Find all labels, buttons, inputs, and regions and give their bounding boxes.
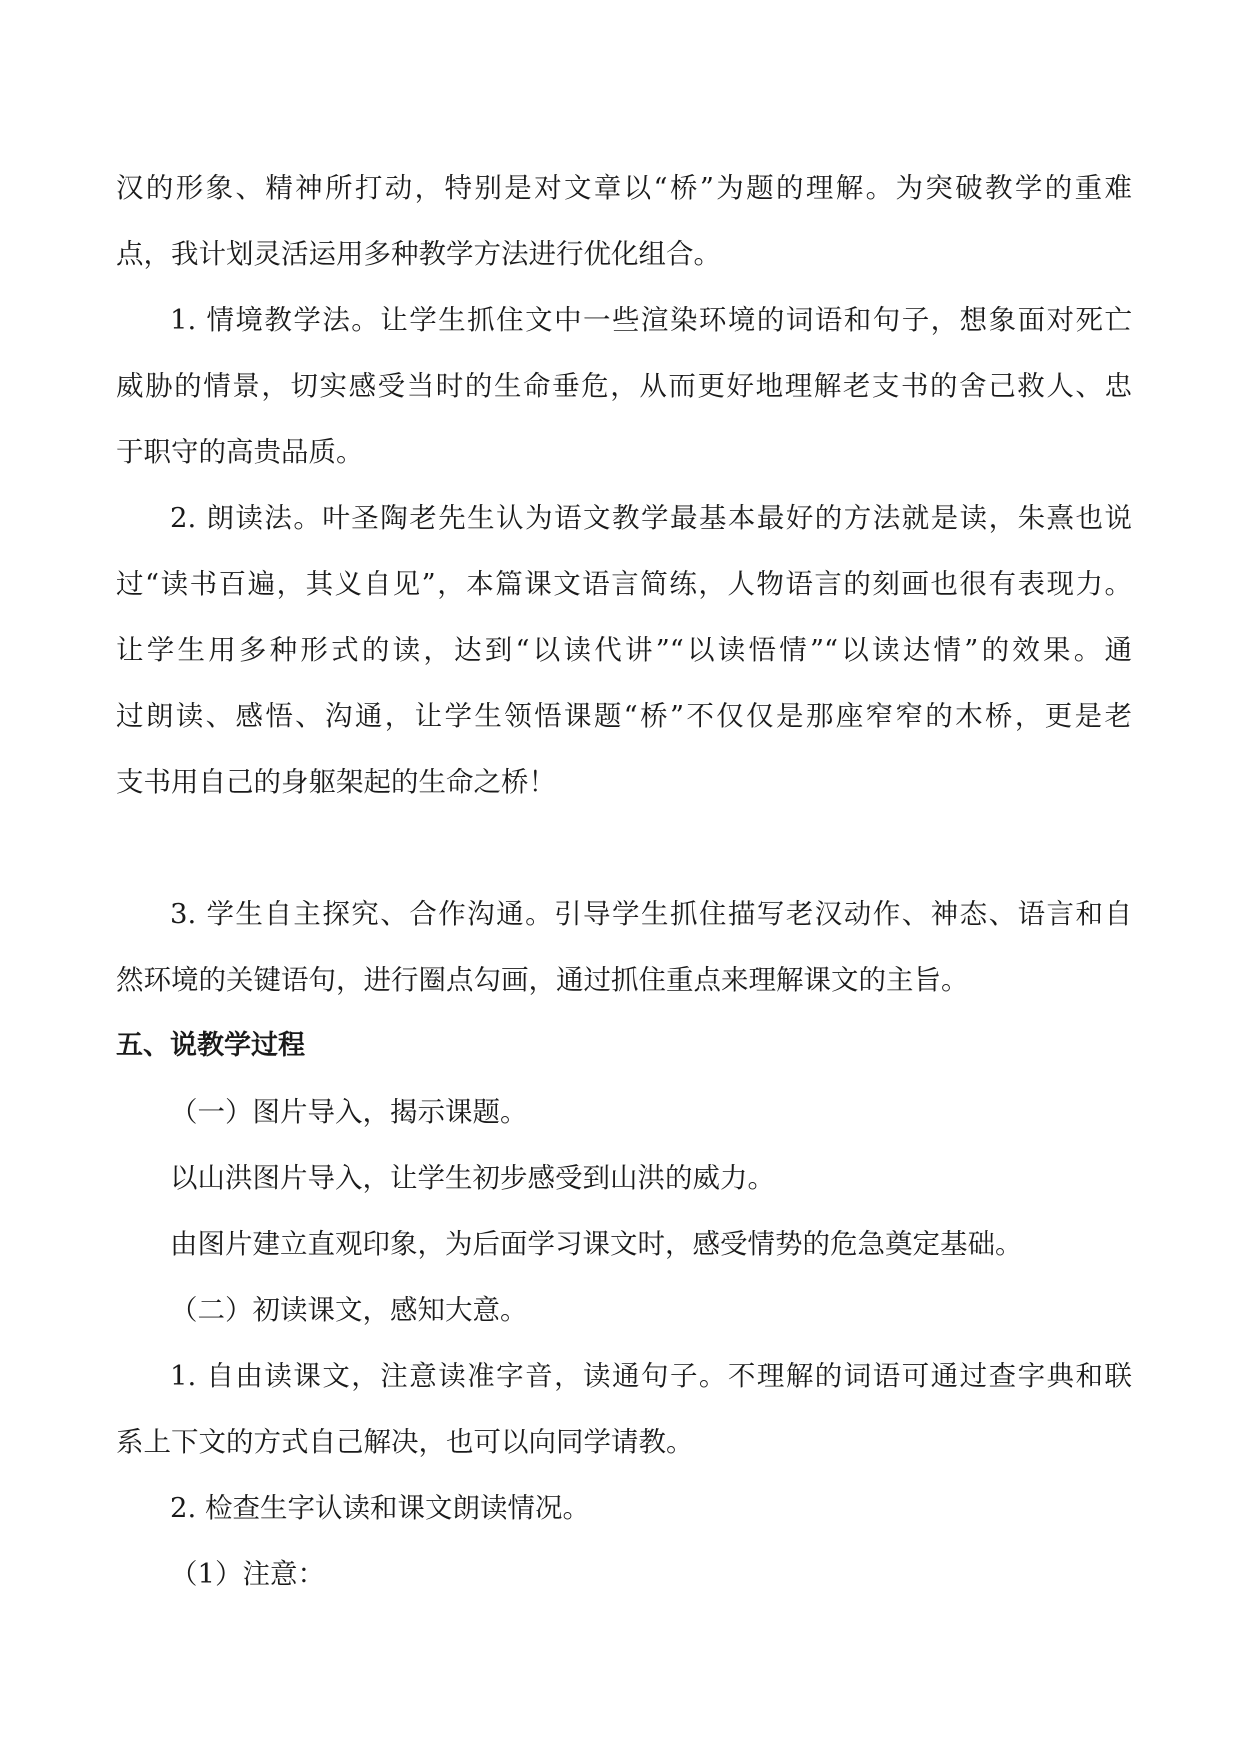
subsection-title: （一）图片导入，揭示课题。 xyxy=(170,1096,528,1128)
paragraph-line: 让学生用多种形式的读，达到“以读代讲”“以读悟情”“以读达情”的效果。通 xyxy=(116,634,1132,666)
paragraph-line: 2. 朗读法。叶圣陶老先生认为语文教学最基本最好的方法就是读，朱熹也说 xyxy=(170,502,1132,534)
paragraph-line: 系上下文的方式自己解决，也可以向同学请教。 xyxy=(116,1426,694,1458)
blank-line xyxy=(116,815,1132,881)
paragraph-line: 1. 情境教学法。让学生抓住文中一些渲染环境的词语和句子，想象面对死亡 xyxy=(170,304,1132,336)
paragraph-line: 由图片建立直观印象，为后面学习课文时，感受情势的危急奠定基础。 xyxy=(170,1228,1023,1260)
paragraph-line: 1. 自由读课文，注意读准字音，读通句子。不理解的词语可通过查字典和联 xyxy=(170,1360,1132,1392)
paragraph-line: （1）注意： xyxy=(170,1558,325,1590)
paragraph-line: 点，我计划灵活运用多种教学方法进行优化组合。 xyxy=(116,238,721,270)
paragraph-line: 威胁的情景，切实感受当时的生命垂危，从而更好地理解老支书的舍己救人、忠 xyxy=(116,370,1132,402)
paragraph-line: 支书用自己的身躯架起的生命之桥！ xyxy=(116,766,556,798)
document-page xyxy=(116,155,1132,1607)
paragraph-line: 过朗读、感悟、沟通，让学生领悟课题“桥”不仅仅是那座窄窄的木桥，更是老 xyxy=(116,700,1132,732)
section-heading: 五、说教学过程 xyxy=(116,1030,305,1061)
paragraph-line: 以山洪图片导入，让学生初步感受到山洪的威力。 xyxy=(170,1162,775,1194)
paragraph-line: 然环境的关键语句，进行圈点勾画，通过抓住重点来理解课文的主旨。 xyxy=(116,964,969,996)
paragraph-line: 于职守的高贵品质。 xyxy=(116,436,364,468)
paragraph-line: 汉的形象、精神所打动，特别是对文章以“桥”为题的理解。为突破教学的重难 xyxy=(116,172,1132,204)
paragraph-line: 3. 学生自主探究、合作沟通。引导学生抓住描写老汉动作、神态、语言和自 xyxy=(170,898,1132,930)
paragraph-line: 2. 检查生字认读和课文朗读情况。 xyxy=(170,1492,590,1524)
subsection-title: （二）初读课文，感知大意。 xyxy=(170,1294,528,1326)
paragraph-line: 过“读书百遍，其义自见”，本篇课文语言简练，人物语言的刻画也很有表现力。 xyxy=(116,568,1132,600)
